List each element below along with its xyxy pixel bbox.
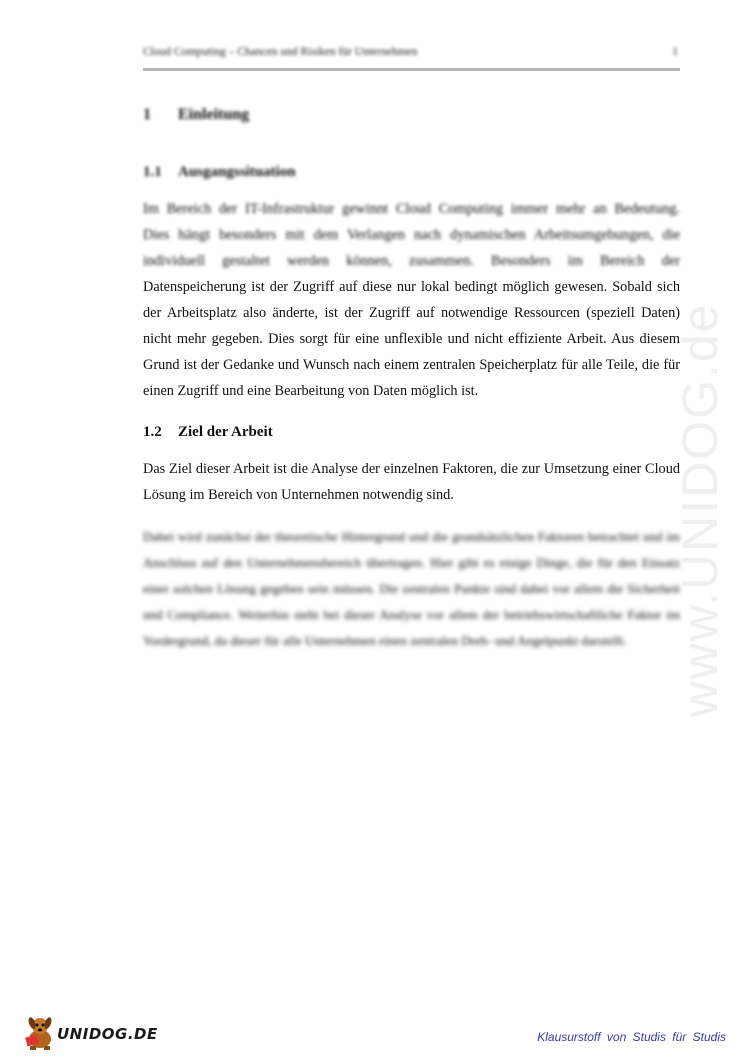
section-heading-1-1 — [143, 164, 296, 181]
section-number: 1 — [143, 106, 151, 123]
paragraph-blurred: Dabei wird zunächst der theoretische Hintergrund und die grundsätzlichen Faktoren betrachtet und im Anschluss auf den Unternehmensbereich übertragen. Hier gibt es einige Dinge, die für den Einsatz einer solchen Lösung gegeben sein müssen. Die zentralen Punkte sind dabei vor allem die Sicherheit und Compliance. Weiterhin steht bei dieser Analyse vor allem der betriebswirtschaftliche Faktor im Vordergrund, da dieser für alle Unternehmen einen zentralen Dreh- und Angelpunkt darstellt. — [143, 529, 680, 648]
section-heading-1 — [143, 106, 249, 124]
running-header — [143, 44, 680, 64]
blurred-line: Im Bereich der IT-Infrastruktur gewinnt Cloud Computing immer mehr an Bedeutung. — [143, 201, 680, 217]
section-title: Ausgangssituation — [178, 164, 296, 180]
logo-text: UNIDOG.DE — [57, 1025, 158, 1043]
paragraph-ziel: Das Ziel dieser Arbeit ist die Analyse der einzelnen Faktoren, die zur Umsetzung einer Cloud Lösung im Bereich von Unternehmen notwendig sind. — [143, 461, 680, 503]
watermark-text: www.UNIDOG.de — [672, 302, 728, 718]
section-number: 1.2 — [143, 424, 162, 440]
section-title: Einleitung — [178, 106, 250, 123]
section-number: 1.1 — [143, 164, 162, 180]
blurred-line: individuell gestaltet werden können, zusammen. Besonders im Bereich der — [143, 253, 680, 269]
blurred-line: Dies hängt besonders mit dem Verlangen nach dynamischen Arbeitsumgebungen, die — [143, 227, 680, 243]
unidog-logo[interactable] — [22, 1012, 162, 1052]
paragraph-ausgangssituation — [143, 196, 680, 404]
section-title: Ziel der Arbeit — [178, 424, 273, 440]
header-page-number: 1 — [672, 46, 678, 58]
footer-tagline: Klausurstoff von Studis für Studis — [537, 1030, 726, 1044]
dog-mascot-icon — [22, 1012, 58, 1052]
watermark — [670, 270, 730, 750]
header-rule — [143, 68, 680, 71]
section-heading-1-2 — [143, 424, 273, 441]
header-title: Cloud Computing – Chancen und Risiken für Unternehmen — [143, 46, 418, 58]
visible-text: Datenspeicherung ist der Zugriff auf diese nur lokal bedingt möglich gewesen. Sobald sich der Arbeitsplatz also änderte, ist der Zugriff auf notwendige Ressourcen (speziell Daten) nicht mehr gegeben. Dies sorgt für eine unflexible und nicht effiziente Arbeit. Aus diesem Grund ist der Gedanke und Wunsch nach einem zentralen Speicherplatz für alle Teile, die für einen Zugriff und eine Bearbeitung von Daten möglich ist. — [143, 279, 680, 399]
